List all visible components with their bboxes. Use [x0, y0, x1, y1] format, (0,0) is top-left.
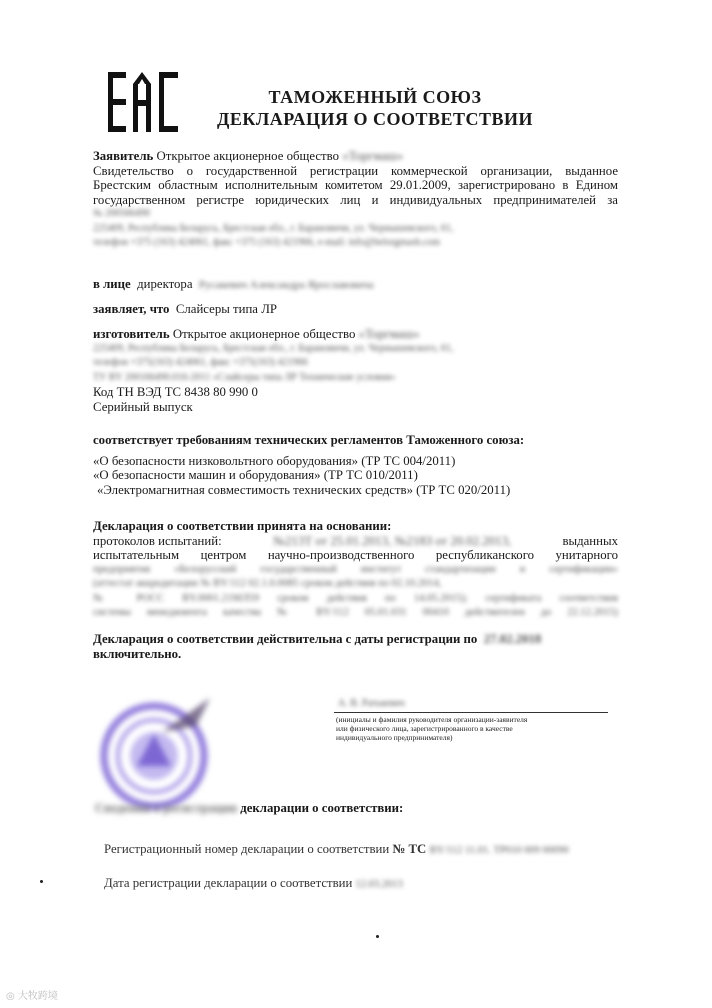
declares-line [93, 302, 618, 317]
title-line-2: ДЕКЛАРАЦИЯ О СООТВЕТСТВИИ [216, 109, 534, 129]
manufacturer-org-type: Открытое акционерное общество [172, 327, 356, 341]
basis-line-2: испытательным центром научно-производственного республиканского унитарного [93, 548, 618, 562]
signatory-name: А. В. Ратькевич [338, 698, 405, 709]
basis-blur-3: № РОСС BY.0001.21МЛ59 сроком действия по 14.05.2015); сертификата соответствия [93, 592, 618, 604]
applicant-section [93, 149, 618, 251]
stamp-seal-icon [92, 692, 224, 812]
registration-number-label: Регистрационный номер декларации о соответствии [104, 842, 390, 856]
applicant-line-3: государственном регистре юридических лиц и индивидуальных предпринимателей за [93, 192, 618, 207]
registration-heading-text: декларации о соответствии: [240, 801, 404, 815]
registration-date-line [104, 876, 644, 893]
registration-heading [95, 801, 615, 816]
registration-number: BY/112 11.01. ТР010 009 00090 [429, 845, 569, 856]
registration-date: 12.03.2013 [355, 879, 403, 890]
eac-logo-icon [108, 72, 178, 132]
basis-blur-4: системы менеджмента качества № BY/112 05.01.031 00410 действителен до 22.12.2015) [93, 607, 618, 618]
manufacturer-org-name: «Торгмаш» [358, 327, 420, 341]
declared-product: Слайсеры типа ЛР [175, 302, 277, 316]
print-dot [376, 935, 379, 938]
manufacturer-address: 225409, Республика Беларусь, Брестская обл., г. Барановичи, ул. Чернышевского, 61, [93, 342, 454, 354]
watermark [6, 987, 58, 1002]
signature-caption-1: (инициалы и фамилия руководителя организации-заявителя [336, 715, 528, 724]
watermark-icon: ◎ [6, 991, 15, 1002]
watermark-text: 大牧跨境 [17, 991, 58, 1002]
production-type: Серийный выпуск [93, 399, 193, 414]
basis-protocols-numbers: №213Т от 25.01.2013, №218З от 20.02.2013, [272, 533, 512, 548]
registration-heading-blur: Сведения о регистрации [95, 801, 238, 815]
manufacturer-label: изготовитель [93, 327, 170, 341]
conformity-heading: соответствует требованиям технических регламентов Таможенного союза: [93, 433, 525, 447]
registration-number-prefix: № ТС [392, 842, 427, 856]
basis-blur-1: предприятия «Белорусский государственный институт стандартизации и сертификации» [93, 563, 618, 575]
representative-label: в лице [93, 277, 131, 291]
declares-label: заявляет, что [93, 302, 170, 316]
print-dot [40, 880, 43, 883]
applicant-org-name: «Торгмаш» [342, 149, 404, 163]
regulation-3: «Электромагнитная совместимость технических средств» (ТР ТС 020/2011) [97, 482, 511, 497]
registration-number-line [104, 842, 664, 859]
validity-section [93, 632, 653, 661]
validity-inclusive: включительно. [93, 646, 182, 661]
regulation-2: «О безопасности машин и оборудования» (ТР ТС 010/2011) [93, 468, 418, 482]
regulation-1: «О безопасности низковольтного оборудования» (ТР ТС 004/2011) [93, 453, 456, 468]
manufacturer-contacts: телефон +375(163) 424061, факс +375(163) 421966 [93, 357, 308, 368]
representative-position: директора [137, 277, 193, 291]
registration-date-label: Дата регистрации декларации о соответствии [104, 876, 353, 890]
signature-caption-2: или физического лица, зарегистрированного в качестве [336, 724, 513, 733]
basis-section [93, 519, 618, 621]
title-line-1: ТАМОЖЕННЫЙ СОЮЗ [268, 87, 482, 107]
manufacturer-spec: ТУ BY 200166490.016-2011 «Слайсеры типа ЛР Технические условия» [93, 371, 396, 383]
representative-line [93, 277, 618, 293]
basis-issued: выданных [562, 533, 618, 548]
validity-text: Декларация о соответствии действительна с даты регистрации по [93, 632, 478, 646]
applicant-address: 225409, Республика Беларусь, Брестская обл., г. Барановичи, ул. Чернышевского, 61, [93, 222, 454, 234]
signature-caption [336, 715, 608, 742]
signature-line [334, 712, 608, 713]
basis-heading: Декларация о соответствии принята на основании: [93, 519, 392, 533]
signature-caption-3: индивидуального предпринимателя) [336, 733, 453, 742]
document-title [205, 86, 545, 130]
applicant-line-2: Брестским областным исполнительным комитетом 29.01.2009, зарегистрировано в Едином [93, 178, 618, 192]
applicant-line-1: Свидетельство о государственной регистрации коммерческой организации, выданное [93, 163, 618, 178]
applicant-contacts: телефон +375 (163) 424061, факс +375 (163) 421966, e-mail: info@belorgmash.com [93, 237, 441, 248]
conformity-section [93, 433, 633, 497]
customs-code: Код ТН ВЭД ТС 8438 80 990 0 [93, 385, 258, 399]
applicant-reg-number: № 200566490 [93, 208, 151, 219]
applicant-label: Заявитель [93, 149, 154, 163]
manufacturer-section [93, 327, 618, 414]
basis-protocols-label: протоколов испытаний: [93, 533, 222, 548]
applicant-org-type: Открытое акционерное общество [156, 149, 339, 163]
representative-name: Русакевич Александра Ярославовича [198, 279, 374, 291]
basis-blur-2: (аттестат аккредитации № BY/112 02.1.0.0085 сроком действия по 02.10.2014, [93, 578, 442, 589]
validity-date: 27.02.2018 [483, 632, 542, 646]
